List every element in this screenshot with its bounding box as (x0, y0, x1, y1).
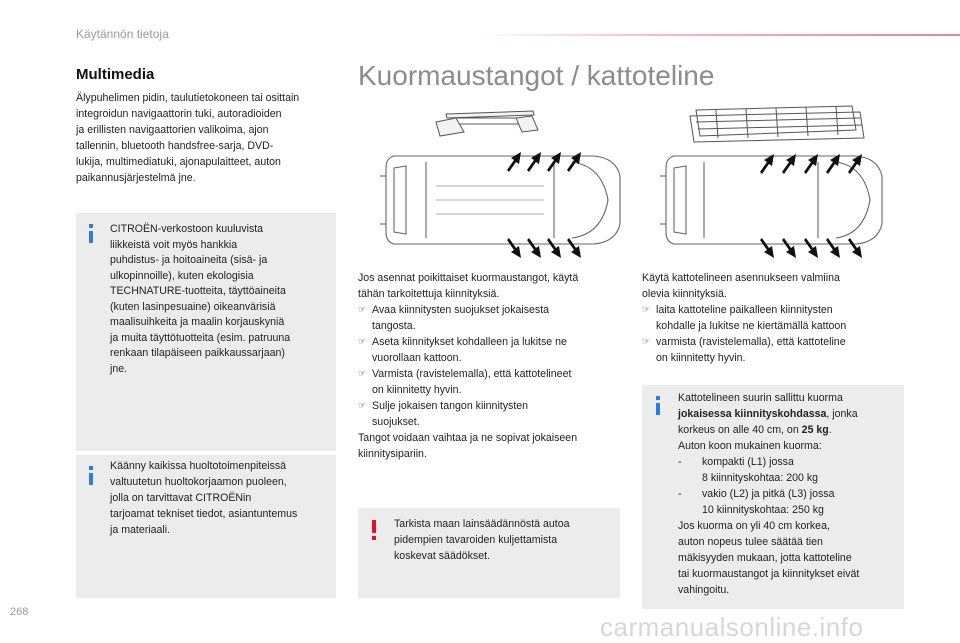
roof-rack-illustration (656, 100, 896, 260)
roof-bars-illustration (376, 106, 634, 258)
roof-rack-icon (690, 106, 864, 142)
info-box-products: CITROËN-verkostoon kuuluvista liikkeistä voit myös hankkia puhdistus- ja hoitoaineita (sisä- ja ulkopinnoille), kuten ekologisia TECHNATURE-tuotteita, täyttöaineita (kuten lasinpesuaine) oikeanvärisiä maalisuihkeita ja maalin korjauskyniä ja muita täyttötuotteita (esim. patruuna renkaan tilapäiseen paikkaussarjaan) jne. (76, 213, 336, 451)
list-item: ☞ Sulje jokaisen tangon kiinnitysten suojukset. (358, 400, 529, 428)
info-icon (89, 473, 93, 485)
roof-rack-instructions: Käytä kattotelineen asennukseen valmiina olevia kiinnityksiä. ☞ laita kattoteline paikalleen kiinnitysten kohdalle ja lukitse ne kiertämällä kattoon ☞ varmista (ravistelemalla), että kattoteline on kiinnitetty hyvin. (642, 270, 904, 366)
list-item: ☞ laita kattoteline paikalleen kiinnitysten kohdalle ja lukitse ne kiertämällä kattoon (642, 304, 847, 332)
multimedia-text: Älypuhelimen pidin, taulutietokoneen tai osittain integroidun navigaattorin tuki, autoradioiden ja erillisten navigaattorien valikoima, ajon tallennin, bluetooth handsfree-sarja, DVD- lukija, multimediatuki, ajonapulaitteet, auton paikannusjärjestelmä jne. (76, 92, 300, 184)
info-icon (656, 403, 660, 415)
list-item: ☞ Varmista (ravistelemalla), että kattotelineet on kiinnitetty hyvin. (358, 368, 572, 396)
warning-box: Tarkista maan lainsäädännöstä autoa pidempien tavaroiden kuljettamista koskevat säädökset. (358, 508, 620, 598)
arrow-icon (507, 152, 581, 172)
van-top-view-icon (660, 156, 882, 244)
multimedia-title: Multimedia (76, 66, 155, 83)
page-title: Kuormaustangot / kattoteline (358, 60, 715, 91)
section-label: Käytännön tietoja (76, 27, 169, 41)
page-number: 268 (10, 606, 29, 618)
info-icon (89, 231, 93, 243)
list-item: - kompakti (L1) jossa 8 kiinnityskohtaa: 200 kg (678, 456, 819, 484)
header-rule (470, 34, 960, 36)
watermark: carmanualsonline.info (600, 612, 864, 642)
list-item: ☞ Avaa kiinnitysten suojukset jokaisesta tangosta. (358, 304, 550, 332)
roof-bars-instructions: Jos asennat poikittaiset kuormaustangot, käytä tähän tarkoitettuja kiinnityksiä. ☞ Avaa kiinnitysten suojukset jokaisesta tangosta. ☞ Aseta kiinnitykset kohdalleen ja lukitse ne vuorollaan kattoon. ☞ Varmista (ravistelemalla), että kattotelineet on kiinnitetty hyvin. ☞ Sulje jokaisen tangon kiinnitysten suojukset. Tangot voidaan vaihtaa ja ne sopivat jokaiseen kiinnitysipariin. (358, 270, 620, 462)
crossbar-icon (436, 111, 538, 136)
info-box-service: Käänny kaikissa huoltotoimenpiteissä valtuutetun huoltokorjaamon puoleen, jolla on tarvittavat CITROËNin tarjoamat tekniset tiedot, asiantuntemus ja materiaali. (76, 455, 336, 598)
list-item: ☞ varmista (ravistelemalla), että kattoteline on kiinnitetty hyvin. (642, 336, 846, 364)
warning-icon (372, 520, 376, 533)
list-item: ☞ Aseta kiinnitykset kohdalleen ja lukitse ne vuorollaan kattoon. (358, 336, 567, 364)
list-item: - vakio (L2) ja pitkä (L3) jossa 10 kiinnityskohtaa: 250 kg (678, 488, 835, 516)
info-box-load: Kattotelineen suurin sallittu kuorma jokaisessa kiinnityskohdassa, jonka korkeus on alle 40 cm, on 25 kg. Auton koon mukainen kuorma: - kompakti (L1) jossa 8 kiinnityskohtaa: 200 kg - vakio (L2) ja pitkä (L3) jossa 10 kiinnityskohtaa: 250 kg Jos kuorma on yli 40 cm korkea, auton nopeus tulee säätää tien mäkisyyden mukaan, jotta kattoteline tai kuormaustangot ja kiinnitykset eivät vahingoitu. (642, 385, 904, 609)
